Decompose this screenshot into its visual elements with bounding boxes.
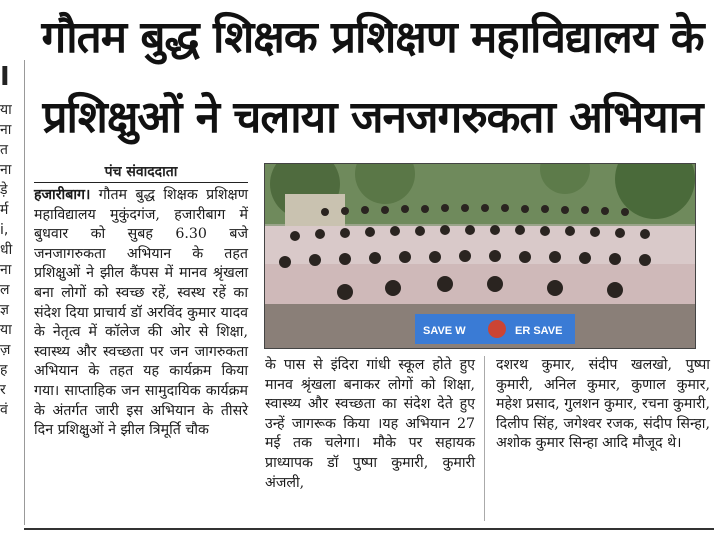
column-1-text: गौतम बुद्ध शिक्षक प्रशिक्षण महाविद्यालय मुकुंदगंज, हजारीबाग में बुधवार को सुबह 6.30 बजे जनजागरुकता अभियान के तहत प्रशिक्षुओं ने झील कैंपस में मानव श्रृंखला बना लोगों को स्वच्छ रहें, स्वस्थ रहें का संदेश दिया प्राचार्य डॉ अरविंद कुमार यादव के नेतृत्व में कॉलेज की ओर से शिक्षा, स्वास्थ्य और स्वच्छता पर जन जागरुकता अभियान के तहत यह कार्यक्रम किया गया। साप्ताहिक जन सामुदायिक कार्यक्रम के अंतर्गत जारी इस अभियान के तीसरे दिन प्रशिक्षुओं ने झील त्रिमूर्ति चौक — [34, 187, 248, 439]
fragment: र — [0, 382, 6, 398]
byline: पंच संवाददाता — [104, 164, 178, 180]
adjacent-article-fragment — [0, 60, 22, 530]
fragment: वं — [0, 402, 8, 418]
headline-line-1: गौतम बुद्ध शिक्षक प्रशिक्षण महाविद्यालय के — [41, 12, 704, 63]
headline-line-2: प्रशिक्षुओं ने चलाया जनजगरुकता अभियान — [42, 92, 703, 143]
fragment: ना — [0, 162, 12, 178]
column-divider — [484, 356, 485, 521]
fragment: ल — [0, 282, 10, 298]
byline-rule — [34, 182, 248, 183]
fragment: i, — [0, 222, 9, 238]
fragment: ना — [0, 262, 12, 278]
dateline: हजारीबाग। — [34, 187, 91, 203]
fragment: ड़े — [0, 182, 8, 198]
column-rule — [24, 60, 25, 525]
fragment: धी — [0, 242, 13, 258]
fragment: त — [0, 142, 8, 158]
fragment: या — [0, 322, 12, 338]
fragment: ह — [0, 362, 8, 378]
article-column-1 — [34, 186, 248, 441]
banner-left: SAVE W — [423, 325, 466, 337]
fragment: र्म — [0, 202, 9, 218]
fragment: ना — [0, 122, 12, 138]
article-column-3: दशरथ कुमार, संदीप खलखो, पुष्पा कुमारी, अनिल कुमार, कुणाल कुमार, महेश प्रसाद, गुलशन कुमार, रचना कुमारी, दिलीप सिंह, जगेश्वर रजक, संदीप सिन्हा, अशोक कुमार सिन्हा आदि मौजूद थे। — [496, 357, 710, 452]
page-bottom-rule — [24, 528, 714, 530]
banner-right: ER SAVE — [515, 325, 563, 337]
article-column-2: के पास से इंदिरा गांधी स्कूल होते हुए मानव श्रृंखला बनाकर लोगों को शिक्षा, स्वास्थ्य और स्वच्छता का संदेश देते हुए उन्हें जागरूक किया ।यह अभियान 27 मई तक चलेगा। मौके पर सहायक प्राध्यापक डॉ पुष्पा कुमारी, कुमारी अंजली, — [265, 357, 475, 491]
group-photo — [264, 163, 696, 349]
group-photo-icon — [265, 164, 695, 348]
fragment: या — [0, 102, 12, 118]
adjacent-initial: I — [0, 62, 10, 92]
fragment: ज्ञ — [0, 302, 9, 318]
fragment: ज़ — [0, 342, 11, 358]
